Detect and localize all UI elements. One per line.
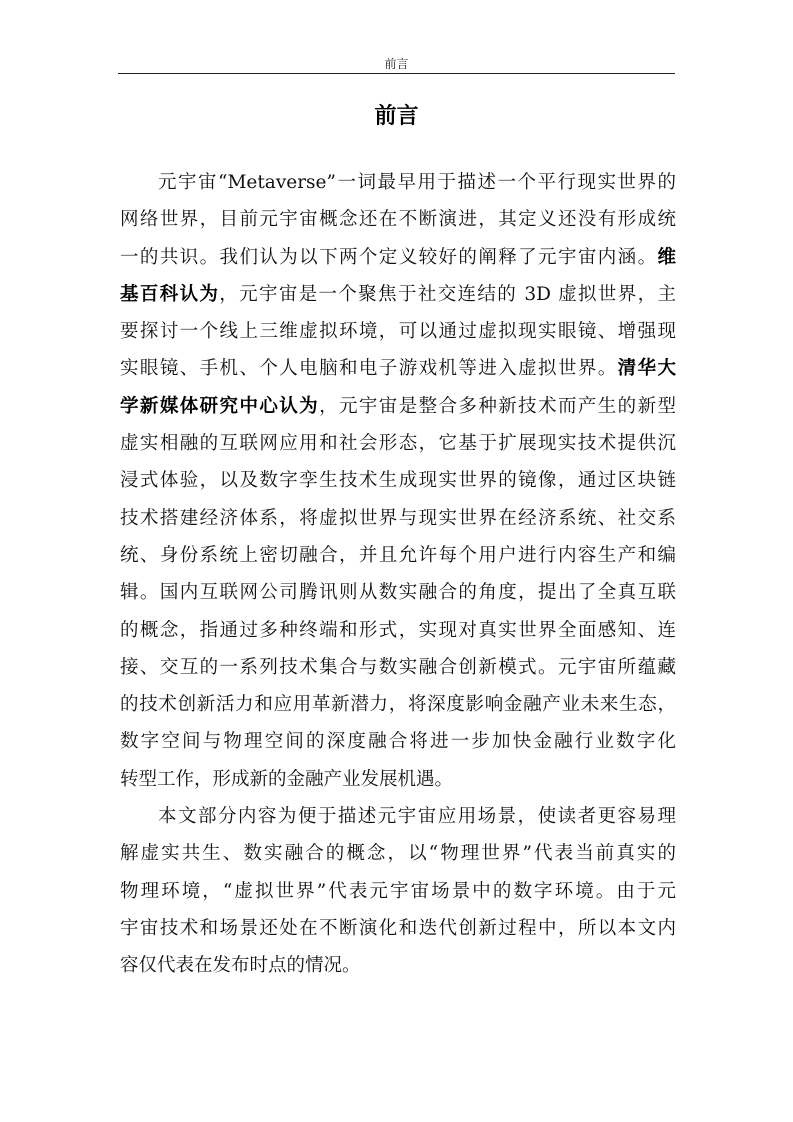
- paragraph-2-line: 宇宙技术和场景还处在不断演化和迭代创新过程中，所以本文内: [120, 917, 676, 939]
- tsinghua-emphasis: 清华大: [617, 358, 676, 380]
- paragraph-1-line: 一的共识。我们认为以下两个定义较好的阐释了元宇宙内涵。维: [120, 246, 676, 268]
- paragraph-1-line: 接、交互的一系列技术集合与数实融合创新模式。元宇宙所蕴藏: [120, 656, 676, 678]
- paragraph-1-line: 浸式体验，以及数字孪生技术生成现实世界的镜像，通过区块链: [120, 470, 676, 492]
- paragraph-2-line: 本文部分内容为便于描述元宇宙应用场景，使读者更容易理: [158, 806, 676, 828]
- paragraph-1-line: 的概念，指通过多种终端和形式，实现对真实世界全面感知、连: [120, 619, 676, 641]
- paragraph-1-line: 数字空间与物理空间的深度融合将进一步加快金融行业数字化: [120, 731, 676, 753]
- page-title: 前言: [374, 104, 419, 129]
- paragraph-1-line: 虚实相融的互联网应用和社会形态，它基于扩展现实技术提供沉: [120, 433, 676, 455]
- header-rule: [118, 73, 675, 74]
- wikipedia-emphasis: 基百科认为: [120, 283, 220, 305]
- paragraph-1-line: 网络世界，目前元宇宙概念还在不断演进，其定义还没有形成统: [120, 209, 676, 231]
- paragraph-1-line: 学新媒体研究中心认为，元宇宙是整合多种新技术而产生的新型: [120, 395, 676, 417]
- paragraph-2-line: 容仅代表在发布时点的情况。: [120, 955, 361, 977]
- paragraph-1-line: 基百科认为，元宇宙是一个聚焦于社交连结的 3D 虚拟世界，主: [120, 283, 676, 305]
- paragraph-2-line: 解虚实共生、数实融合的概念，以“物理世界”代表当前真实的: [120, 843, 676, 865]
- paragraph-1-line: 元宇宙“Metaverse”一词最早用于描述一个平行现实世界的: [158, 172, 676, 193]
- wikipedia-emphasis: 维: [657, 246, 676, 268]
- running-header: 前言: [384, 57, 409, 71]
- paragraph-1-line: 要探讨一个线上三维虚拟环境，可以通过虚拟现实眼镜、增强现: [120, 321, 676, 343]
- paragraph-1-line: 辑。国内互联网公司腾讯则从数实融合的角度，提出了全真互联: [120, 582, 676, 604]
- paragraph-1-line: 统、身份系统上密切融合，并且允许每个用户进行内容生产和编: [120, 544, 676, 566]
- paragraph-2-line: 物理环境，“虚拟世界”代表元宇宙场景中的数字环境。由于元: [120, 880, 676, 902]
- paragraph-1-line: 技术搭建经济体系，将虚拟世界与现实世界在经济系统、社交系: [120, 507, 676, 529]
- paragraph-1-line: 转型工作，形成新的金融产业发展机遇。: [120, 768, 454, 790]
- body-text: [120, 164, 676, 985]
- paragraph-1-line: 的技术创新活力和应用革新潜力，将深度影响金融产业未来生态，: [120, 694, 676, 716]
- tsinghua-emphasis: 学新媒体研究中心认为: [120, 395, 320, 417]
- paragraph-1-line: 实眼镜、手机、个人电脑和电子游戏机等进入虚拟世界。清华大: [120, 358, 676, 380]
